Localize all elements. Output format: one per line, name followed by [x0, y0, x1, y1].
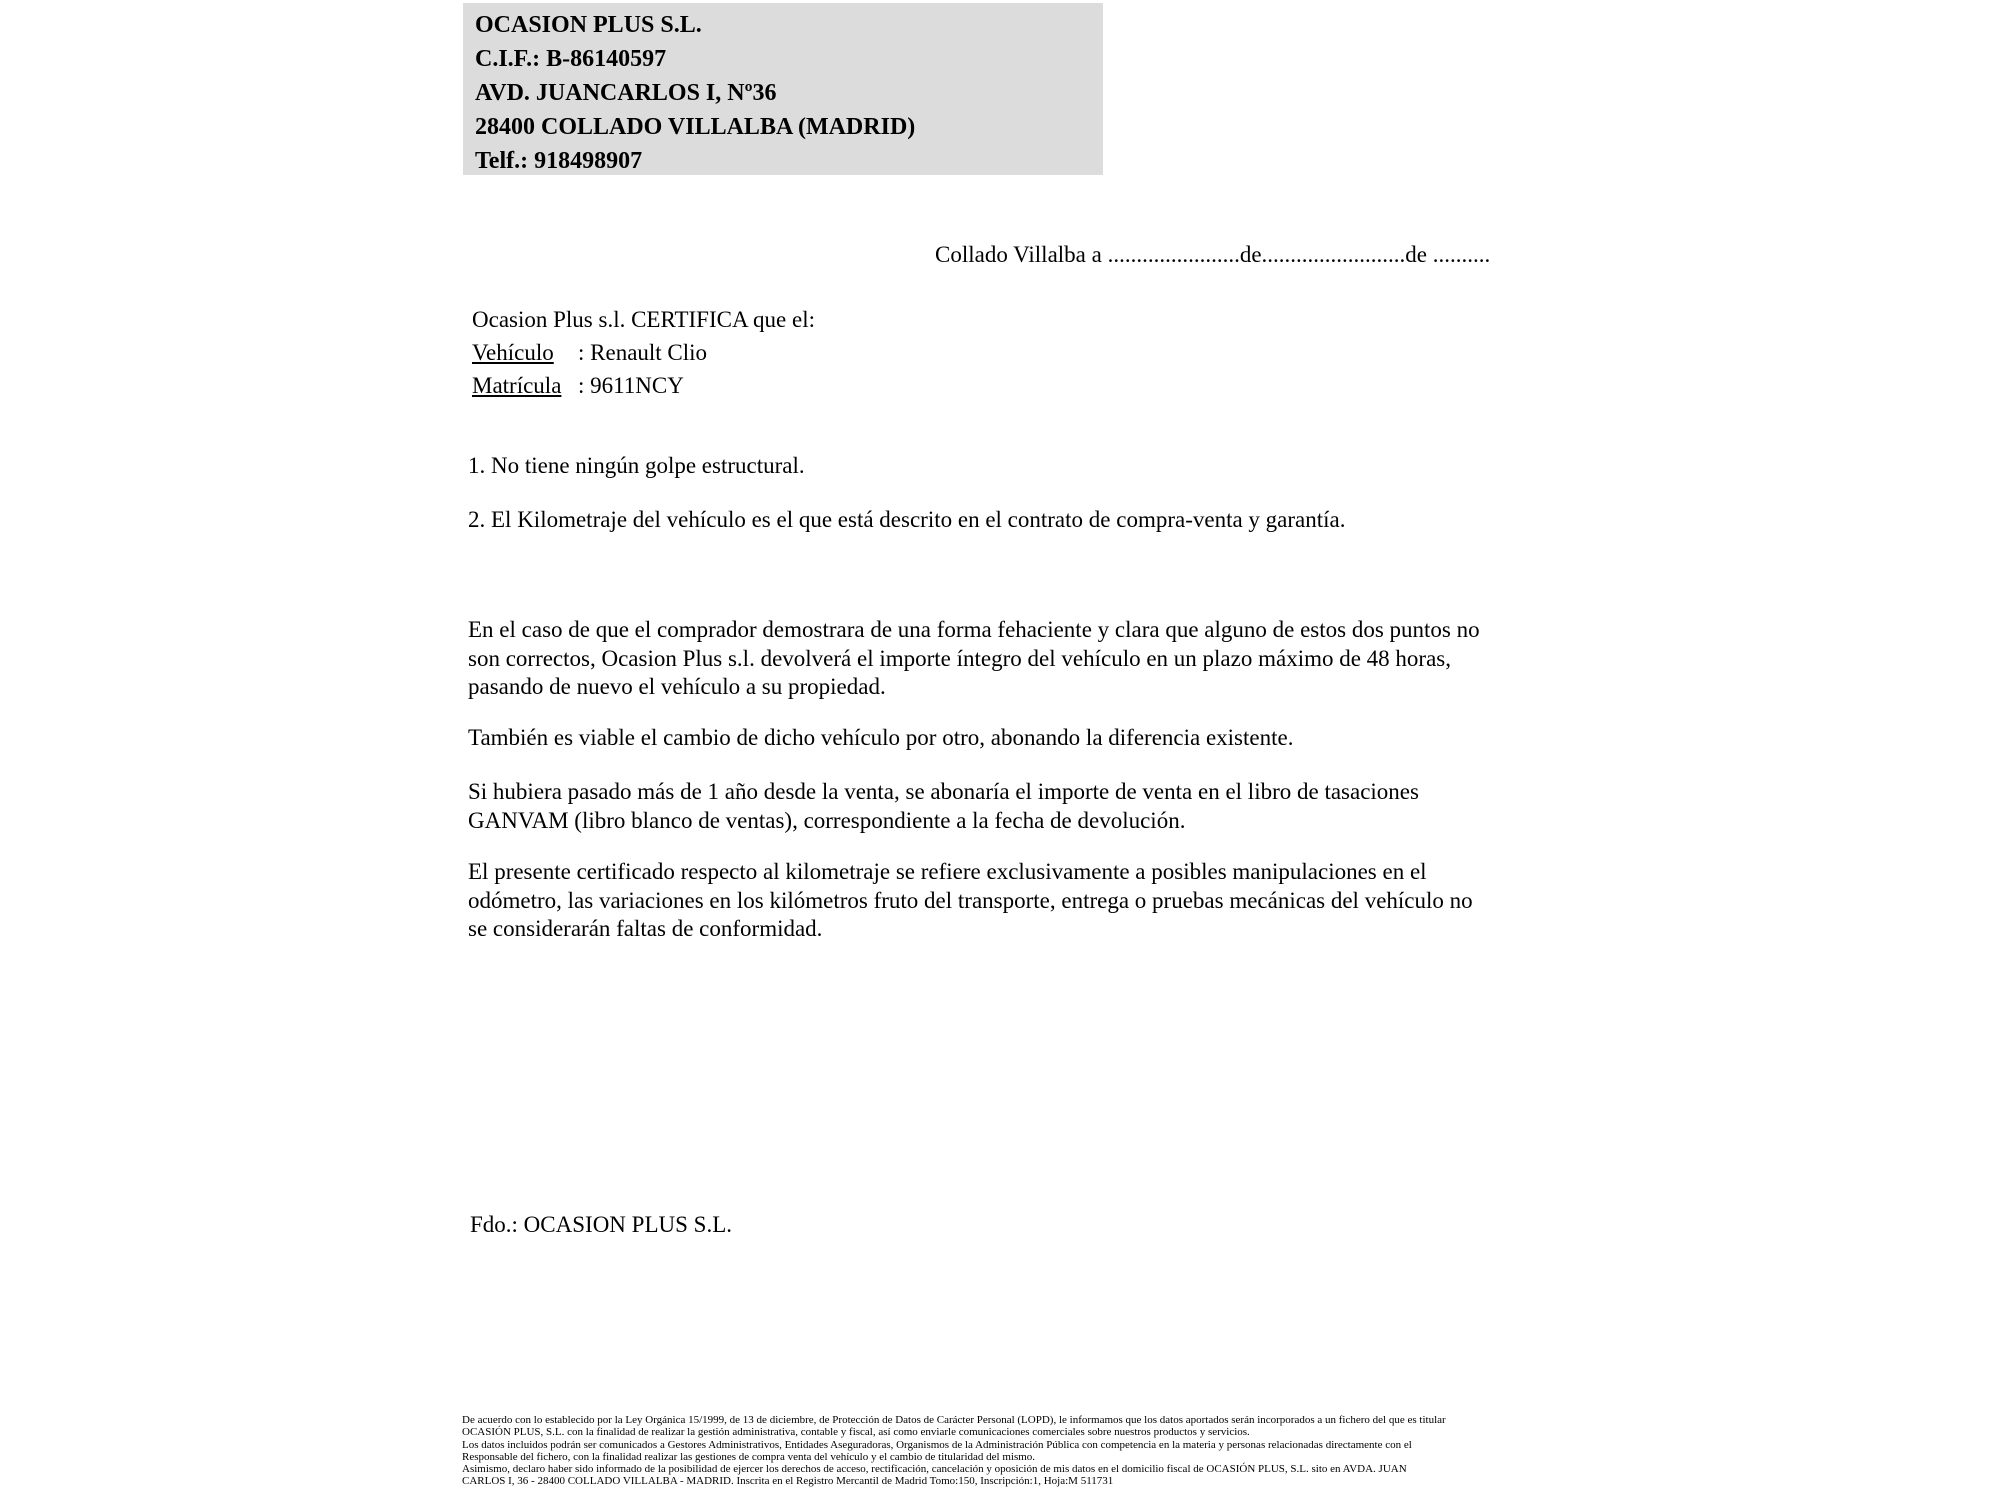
legal-line: De acuerdo con lo establecido por la Ley Orgánica 15/1999, de 13 de diciembre, de Protección de Datos de Carácter Personal (LOPD), le informamos que los datos aportados serán incorporados a un fichero del que es titular: [462, 1414, 1446, 1426]
certified-point-1: 1. No tiene ningún golpe estructural.: [468, 453, 805, 478]
legal-line: Asimismo, declaro haber sido informado de la posibilidad de ejercer los derechos de acceso, rectificación, cancelación y oposición de mis datos en el domicilio fiscal de OCASIÓN PLUS, S.L. sito en AVDA. JUAN: [462, 1463, 1407, 1476]
company-address: AVD. JUANCARLOS I, Nº36: [475, 80, 777, 106]
paragraph-line: Si hubiera pasado más de 1 año desde la venta, se abonaría el importe de venta en el libro de tasaciones: [468, 779, 1419, 804]
paragraph-line: En el caso de que el comprador demostrara de una forma fehaciente y clara que alguno de estos dos puntos no: [468, 617, 1480, 642]
paragraph-odometer: [468, 858, 1473, 944]
plate-label: Matrícula: [472, 373, 562, 398]
vehicle-field: [472, 336, 815, 369]
paragraph-line: son correctos, Ocasion Plus s.l. devolverá el importe íntegro del vehículo en un plazo máximo de 48 horas,: [468, 645, 1452, 671]
legal-line: Los datos incluidos podrán ser comunicados a Gestores Administrativos, Entidades Aseguradoras, Organismos de la Administración Pública con competencia en la materia y personas relacionadas directamente con el: [462, 1438, 1412, 1451]
date-line: Collado Villalba a .......................de.........................de ..........: [935, 242, 1491, 267]
legal-notice: [462, 1414, 1562, 1488]
certified-point-2: 2. El Kilometraje del vehículo es el que está descrito en el contrato de compra-venta y garantía.: [468, 507, 1346, 532]
plate-value: : 9611NCY: [578, 373, 684, 398]
paragraph-line: se considerarán faltas de conformidad.: [468, 916, 823, 941]
plate-field: [472, 369, 815, 402]
vehicle-label: Vehículo: [472, 340, 554, 365]
company-cif: C.I.F.: B-86140597: [475, 46, 667, 72]
paragraph-line: odómetro, las variaciones en los kilómetros fruto del transporte, entrega o pruebas mecánicas del vehículo no: [468, 887, 1473, 913]
letterhead-block: [463, 3, 1103, 175]
paragraph-line: pasando de nuevo el vehículo a su propiedad.: [468, 674, 886, 699]
company-phone: Telf.: 918498907: [475, 148, 643, 174]
vehicle-value: : Renault Clio: [578, 340, 708, 365]
company-name: OCASION PLUS S.L.: [475, 12, 702, 38]
legal-line: Responsable del fichero, con la finalidad realizar las gestiones de compra venta del vehículo y el cambio de titularidad del mismo.: [462, 1450, 1036, 1463]
certification-intro: Ocasion Plus s.l. CERTIFICA que el:: [472, 307, 815, 332]
paragraph-line: El presente certificado respecto al kilometraje se refiere exclusivamente a posibles manipulaciones en el: [468, 859, 1427, 884]
paragraph-line: GANVAM (libro blanco de ventas), correspondiente a la fecha de devolución.: [468, 807, 1186, 833]
legal-line: CARLOS I, 36 - 28400 COLLADO VILLALBA - MADRID. Inscrita en el Registro Mercantil de Madrid Tomo:150, Inscripción:1, Hoja:M 511731: [462, 1475, 1114, 1488]
legal-line: OCASIÓN PLUS, S.L. con la finalidad de realizar la gestión administrativa, contable y fiscal, así como enviarle comunicaciones comerciales sobre nuestros productos y servicios.: [462, 1426, 1250, 1439]
paragraph-ganvam: [468, 778, 1419, 835]
certification-block: [472, 303, 815, 402]
paragraph-line: También es viable el cambio de dicho vehículo por otro, abonando la diferencia existente.: [468, 725, 1294, 750]
paragraph-exchange: [468, 724, 1293, 753]
paragraph-refund: [468, 616, 1480, 702]
company-city: 28400 COLLADO VILLALBA (MADRID): [475, 114, 916, 140]
signature-line: Fdo.: OCASION PLUS S.L.: [470, 1212, 732, 1237]
